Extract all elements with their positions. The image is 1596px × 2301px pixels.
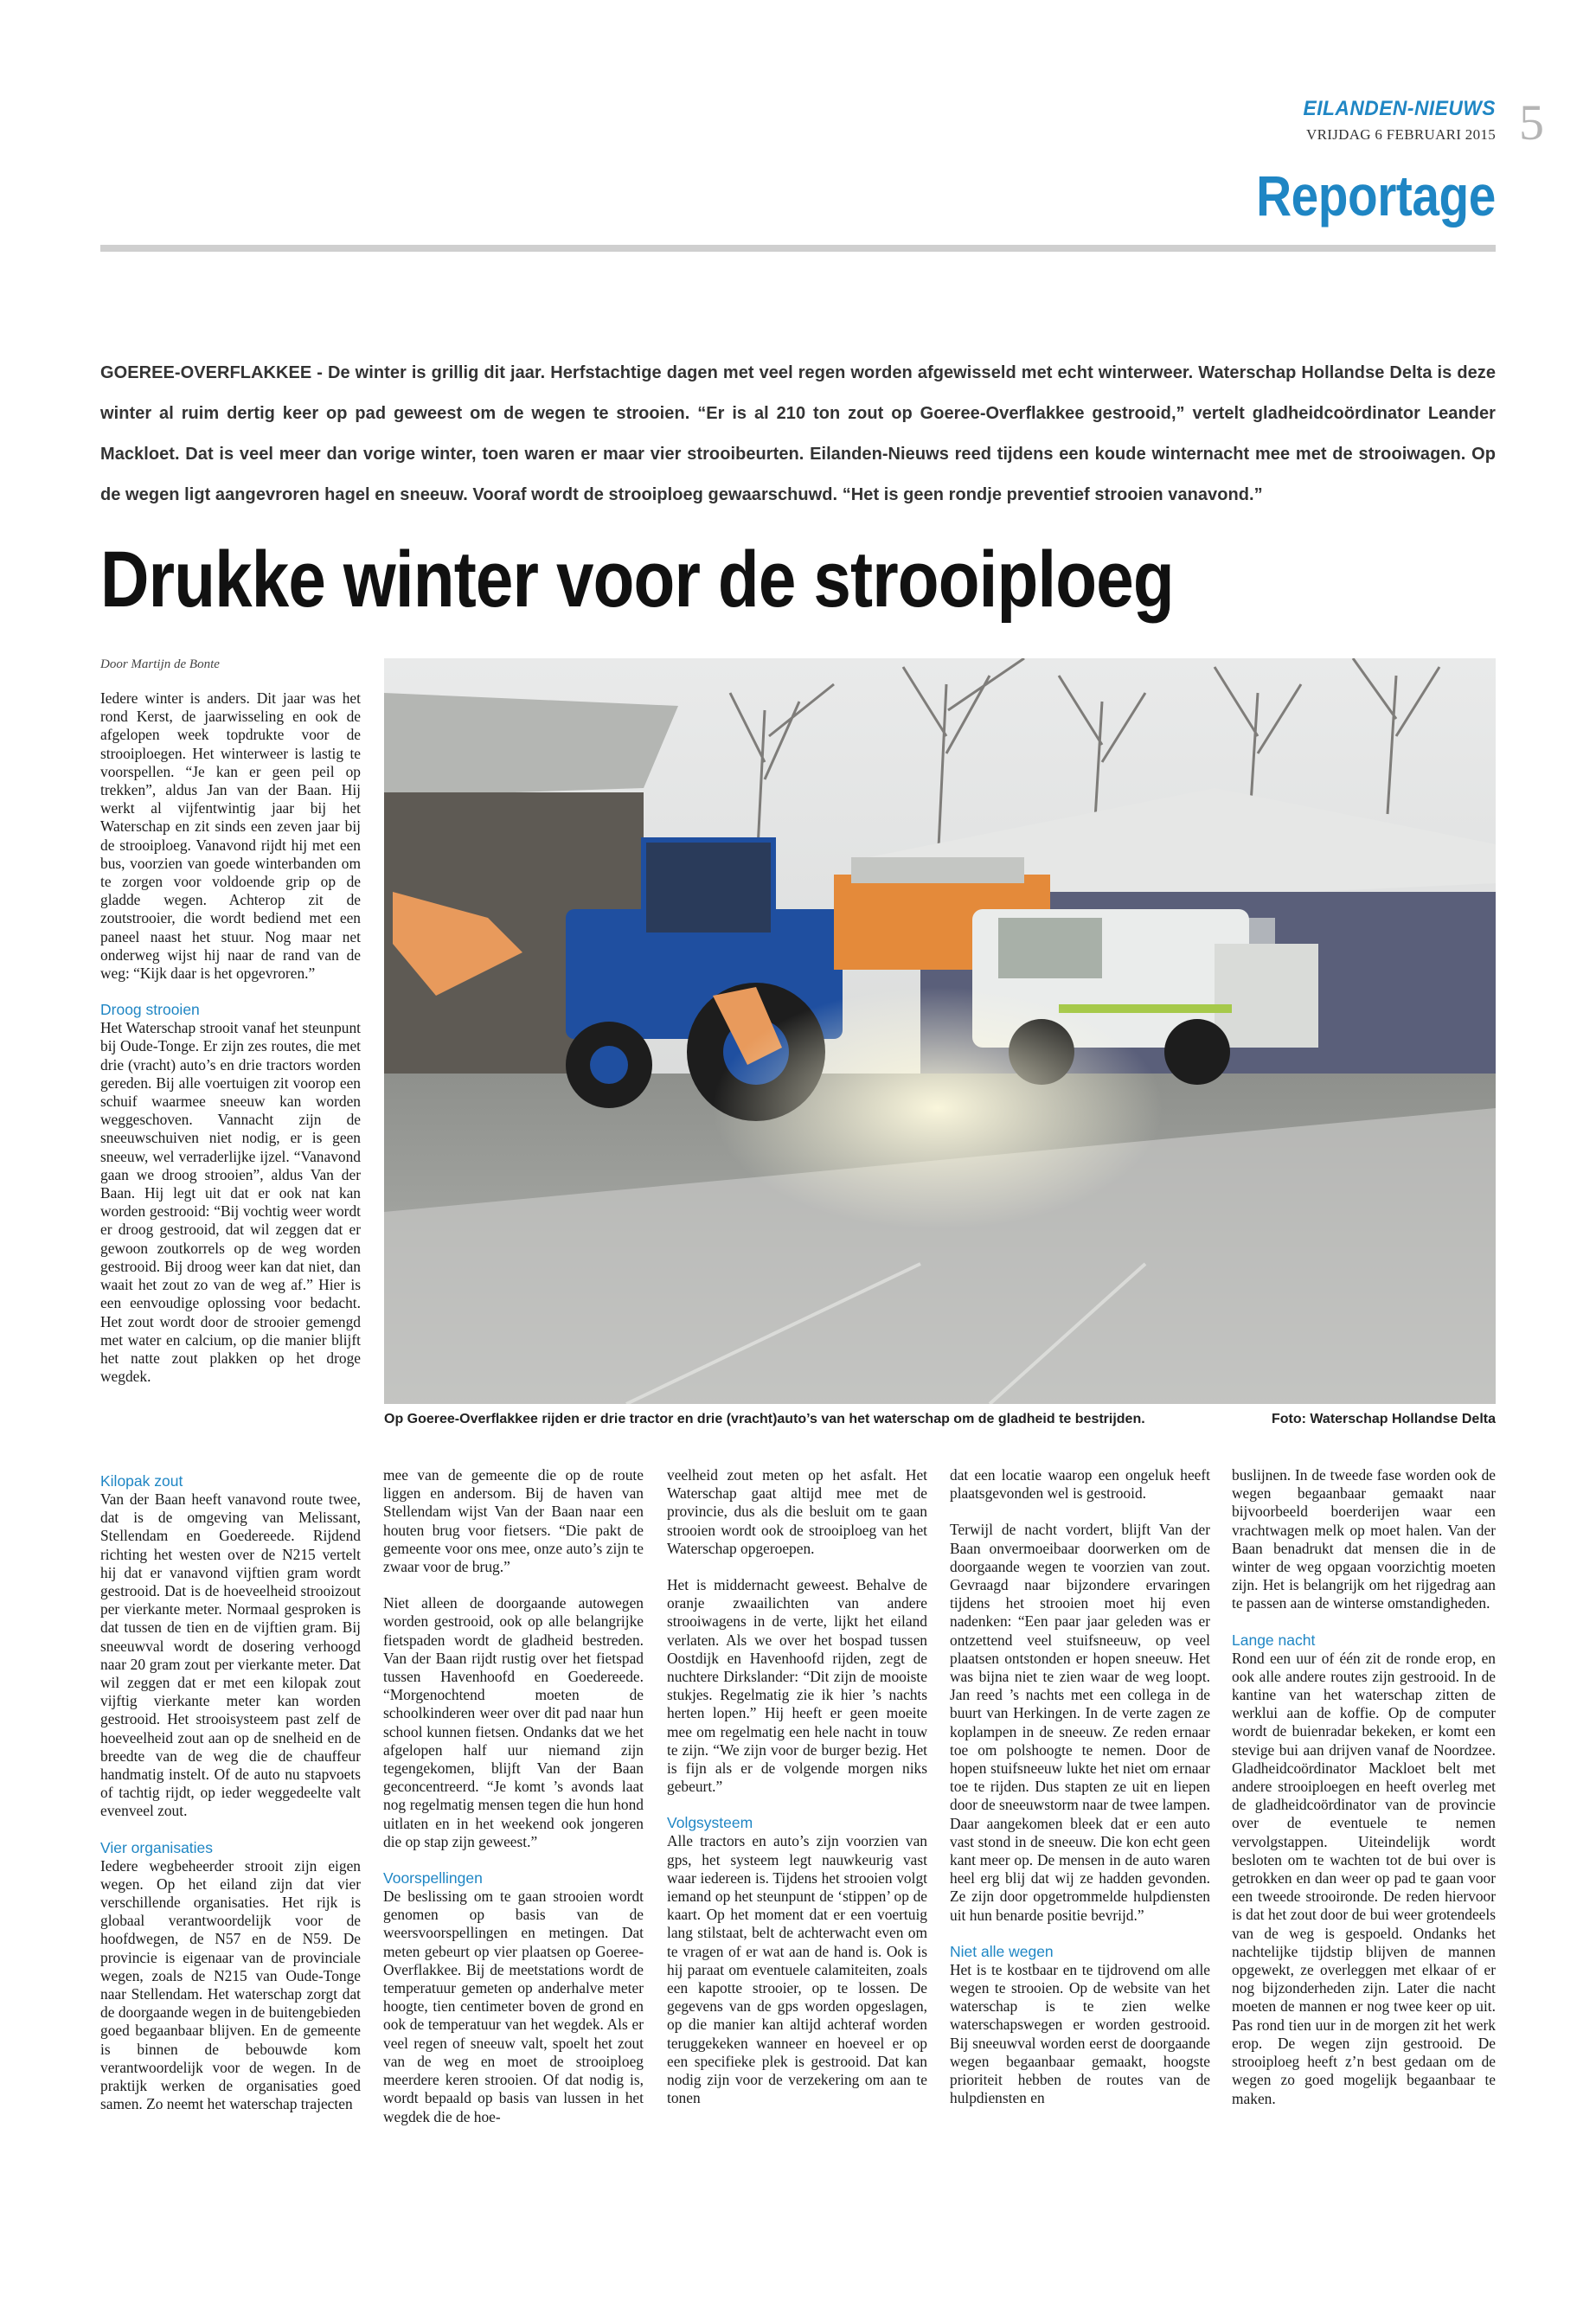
paragraph: dat een locatie waarop een ongeluk heeft plaatsgevonden wel is gestrooid. (950, 1466, 1210, 1503)
paragraph: Het is te kostbaar en te tijdrovend om alle wegen te strooien. Op de website van het waterschap is te zien welke waterschapswegen er worden gestrooid. Bij sneeuwval worden eerst de doorgaande wegen begaanbaar gemaakt, hoogste prioriteit hebben de routes van de hulpdiensten en (950, 1960, 1210, 2107)
subheading-vier-organisaties: Vier organisaties (100, 1838, 214, 1856)
byline: Door Martijn de Bonte (100, 657, 220, 671)
page-number: 5 (1519, 94, 1544, 151)
article-intro: GOEREE-OVERFLAKKEE - De winter is grillig dit jaar. Herfstachtige dagen met veel regen worden afgewisseld met echt winterweer. Waterschap Hollandse Delta is deze winter al ruim dertig keer op pad geweest om de wegen te strooien. “Er is al 210 ton zout op Goeree-Overflakkee gestrooid,” vertelt gladheidcoördinator Leander Mackloet. Dat is veel meer dan vorige winter, toen waren er maar vier strooibeurten. Eilanden-Nieuws reed tijdens een koude winternacht mee met de strooiwagen. Op de wegen ligt aangevroren hagel en sneeuw. Vooraf wordt de strooiploeg gewaarschuwd. “Het is geen rondje preventief strooien vanavond.” (100, 363, 1496, 504)
caption-text: Op Goeree-Overflakkee rijden er drie tractor en drie (vracht)auto’s van het waterschap om de gladheid te bestrijden. (384, 1412, 1145, 1426)
paper-name: EILANDEN-NIEUWS (1303, 97, 1496, 120)
photo-credit: Foto: Waterschap Hollandse Delta (1272, 1412, 1496, 1426)
paper-date: VRIJDAG 6 FEBRUARI 2015 (1306, 126, 1496, 143)
subheading-droog-strooien: Droog strooien (100, 1001, 200, 1019)
paragraph: Van der Baan heeft vanavond route twee, dat is de omgeving van Melissant, Stellendam en Goedereede. Rijdend richting het westen over de N215 vertelt hij dat er vanavond vijftien gram wordt gestrooid. Dat is de hoeveelheid strooizout per vierkante meter. Normaal gesproken is dat tussen de tien en de vijftien gram. Bij sneeuwval wordt de dosering verhoogd naar 20 gram zout per vierkante meter. Dat wil zeggen dat er met een kilopak zout vijftig vierkante meter kan worden gestrooid. Het strooisysteem past zelf de hoeveelheid zout aan op de snelheid en de breedte van de weg die de chauffeur handmatig instelt. Of de auto nu stapvoets of tachtig rijdt, op ieder weggedeelte valt evenveel zout. (100, 1490, 361, 1820)
subheading-lange-nacht: Lange nacht (1232, 1631, 1316, 1649)
subheading-niet-alle-wegen: Niet alle wegen (950, 1942, 1054, 1960)
article-photo (384, 658, 1496, 1404)
paragraph: De beslissing om te gaan strooien wordt genomen op basis van de weersvoorspellingen en metingen. Dat meten gebeurt op vier plaatsen op Goeree-Overflakkee. Bij de meetstations wordt de temperatuur gemeten op anderhalve meter hoogte, tien centimeter boven de grond en ook de temperatuur van het wegdek. Als er veel regen of sneeuw valt, spoelt het zout van de weg en moet de strooiploeg meerdere keren strooien. Of dat nodig is, wordt bepaald op basis van lussen in het wegdek die de hoe- (383, 1888, 644, 2125)
paragraph: Rond een uur of één zit de ronde erop, en ook alle andere routes zijn gestrooid. In de kantine van het waterschap zitten de werklui aan de koffie. Op de computer wordt de buienradar bekeken, er komt een stevige bui aan drijven vanaf de Noordzee. Gladheidcoördinator Mackloet belt met andere strooiploegen en heeft overleg met de gladheidcoördinator van de provincie over de eventuele te nemen vervolgstappen. Uiteindelijk wordt besloten om te wachten tot de bui over is getrokken en dan weer op pad te gaan voor een tweede strooironde. De reden hiervoor is dat het zout door de bui weer grotendeels van de weg is gespoeld. Ondanks het nachtelijke tijdstip blijven de mannen opgewekt, ze overleggen met elkaar of er nog bijzonderheden zijn. Later die nacht moeten de mannen er nog twee keer op uit. Pas rond tien uur in de morgen zit het werk erop. De wegen zijn gestrooid. De strooiploeg heeft z’n best gedaan om de wegen zo goed mogelijk begaanbaar te maken. (1232, 1649, 1496, 2107)
column-2 (383, 1466, 644, 2126)
paragraph: veelheid zout meten op het asfalt. Het Waterschap gaat altijd mee met de provincie, dus als die besluit om te gaan strooien wordt ook de strooiploeg van het Waterschap opgeroepen. (667, 1466, 927, 1557)
masthead (1236, 97, 1496, 144)
paragraph: Het Waterschap strooit vanaf het steunpunt bij Oude-Tonge. Er zijn zes routes, die met drie (vracht) auto’s en drie tractors worden gereden. Bij alle voertuigen zit voorop een schuif waarmee sneeuw kan worden weggeschoven. Vannacht zijn de sneeuwschuiven niet nodig, er is geen sneeuw, wel verraderlijke ijzel. “Vanavond gaan we droog strooien”, aldus Van der Baan. Hij legt uit dat er ook nat kan worden gestrooid: “Bij vochtig weer wordt er droog gestrooid, dat wil zeggen dat er gewoon zoutkorrels op de weg worden gestrooid. Bij droog weer kan dat niet, dan waait het zout zo van de weg af.” Hier is een eenvoudige oplossing voor bedacht. Het zout wordt door de strooier gemengd met water en calcium, op die manier blijft het natte zout plakken op het droge wegdek. (100, 1019, 361, 1386)
section-title: Reportage (1256, 163, 1496, 228)
article-headline: Drukke winter voor de strooiploeg (100, 535, 1174, 624)
subheading-volgsysteem: Volgsysteem (667, 1814, 753, 1832)
headlight-glow (713, 987, 1163, 1229)
paragraph: buslijnen. In de tweede fase worden ook de wegen begaanbaar gemaakt naar bijvoorbeeld boerderijen waar een vrachtwagen melk op moet halen. Van der Baan benadrukt dat mensen die in de winter de weg opgaan voorzichtig moeten zijn. Het is belangrijk om het rijgedrag aan te passen aan de winterse omstandigheden. (1232, 1466, 1496, 1612)
subheading-voorspellingen: Voorspellingen (383, 1869, 483, 1888)
column-5 (1232, 1466, 1496, 2108)
paragraph: Het is middernacht geweest. Behalve de oranje zwaailichten van andere strooiwagens in de verte, lijkt het eiland verlaten. Als we over het bospad tussen Oostdijk en Havenhoofd rijden, zegt de nuchtere Dirkslander: “Dit zijn de mooiste stukjes. Regelmatig zie ik hier ’s nachts herten lopen.” Hij heeft er geen moeite mee om regelmatig een hele nacht in touw te zijn. “We zijn voor de burger bezig. Het is fijn als er de volgende morgen niks gebeurt.” (667, 1576, 927, 1796)
paragraph: Alle tractors en auto’s zijn voorzien van gps, het systeem legt nauwkeurig vast waar iedereen is. Tijdens het strooien volgt iemand op het steunpunt de ‘stippen’ op de kaart. Op het moment dat er een voertuig lang stilstaat, belt de achterwacht even om te vragen of er wat aan de hand is. Ook is hij paraat om eventuele calamiteiten, zoals een kapotte strooier, op te lossen. De gegevens van de gps worden opgeslagen, op die manier kan altijd achteraf worden teruggekeken wanneer en hoeveel er op een specifieke plek is gestrooid. Dat kan nodig zijn voor de verzekering om aan te tonen (667, 1832, 927, 2107)
paragraph: Iedere wegbeheerder strooit zijn eigen wegen. Op het eiland zijn dat vier verschillende organisaties. Het rijk is globaal verantwoordelijk voor de hoofdwegen, de N57 en de N59. De provincie is eigenaar van de provinciale wegen, zoals de N215 van Oude-Tonge naar Stellendam. Het waterschap zorgt dat de doorgaande wegen in de buitengebieden goed begaanbaar blijven. En de gemeente is binnen de bebouwde kom verantwoordelijk voor de wegen. In de praktijk werken de organisaties goed samen. Zo neemt het waterschap trajecten (100, 1856, 361, 2113)
paragraph: mee van de gemeente die op de route liggen en andersom. Bij de haven van Stellendam wijst Van der Baan naar een houten brug voor fietsers. “Die pakt de gemeente voor ons mee, onze auto’s zijn te zwaar voor de brug.” (383, 1466, 644, 1576)
paragraph: Terwijl de nacht vordert, blijft Van der Baan onvermoeibaar doorwerken om de doorgaande wegen te voorzien van zout. Gevraagd naar bijzondere ervaringen tijdens het strooien moet hij even nadenken: “Een paar jaar geleden was er ontzettend veel stuifsneeuw, op veel plaatsen ontstonden er hopen sneeuw. Het was bijna niet te zien waar de weg loopt. Jan reed ’s nachts met een collega in de buurt van Herkingen. In de verte zagen ze koplampen in de sneeuw. Ze reden ernaar toe om polshoogte te nemen. Door de hopen stuifsneeuw lukte het niet om ernaar toe te rijden. Dus stapten ze uit en liepen door de sneeuwstorm naar de twee lampen. Daar aangekomen bleek dat er een auto vast stond in de sneeuw. Die kon echt geen kant meer op. De mensen in de auto waren heel erg blij dat wij ze hadden gevonden. Ze zijn door opgetrommelde hulpdiensten uit hun benarde positie bevrijd.” (950, 1521, 1210, 1924)
column-3 (667, 1466, 927, 2108)
paragraph: Niet alleen de doorgaande autowegen worden gestrooid, ook op alle belangrijke fietspaden wordt de gladheid bestreden. Van der Baan rijdt rustig over het fietspad tussen Havenhoofd en Goedereede. “Morgenochtend moeten de schoolkinderen weer over dit pad naar hun school kunnen fietsen. Ondanks dat we het afgelopen half uur niemand zijn tegengekomen, blijft Van der Baan geconcentreerd. “Je komt ’s avonds laat nog regelmatig mensen tegen die hun hond uitlaten en in het weekend ook jongeren die op stap zijn geweest.” (383, 1594, 644, 1850)
paragraph: Iedere winter is anders. Dit jaar was het rond Kerst, de jaarwisseling en ook de afgelopen week topdrukte voor de strooiploegen. Het winterweer is lastig te voorspellen. “Je kan er geen peil op trekken”, aldus Jan van der Baan. Hij werkt al vijfentwintig jaar bij het Waterschap en zit sinds een zeven jaar bij de strooiploeg. Vanavond rijdt hij met een bus, voorzien van goede winterbanden om te zorgen voor voldoende grip op de gladde wegen. Achterop zit de zoutstrooier, die wordt bediend met een paneel naast het stuur. Nog maar net onderweg wijst hij naar de rand van de weg: “Kijk daar is het opgevroren.” (100, 689, 361, 983)
column-1-top (100, 689, 361, 1386)
header-rule (100, 245, 1496, 252)
column-4 (950, 1466, 1210, 2108)
photo-caption (384, 1412, 1496, 1427)
shelter-roof (384, 693, 678, 797)
column-1-bottom (100, 1472, 361, 2114)
subheading-kilopak-zout: Kilopak zout (100, 1472, 183, 1490)
